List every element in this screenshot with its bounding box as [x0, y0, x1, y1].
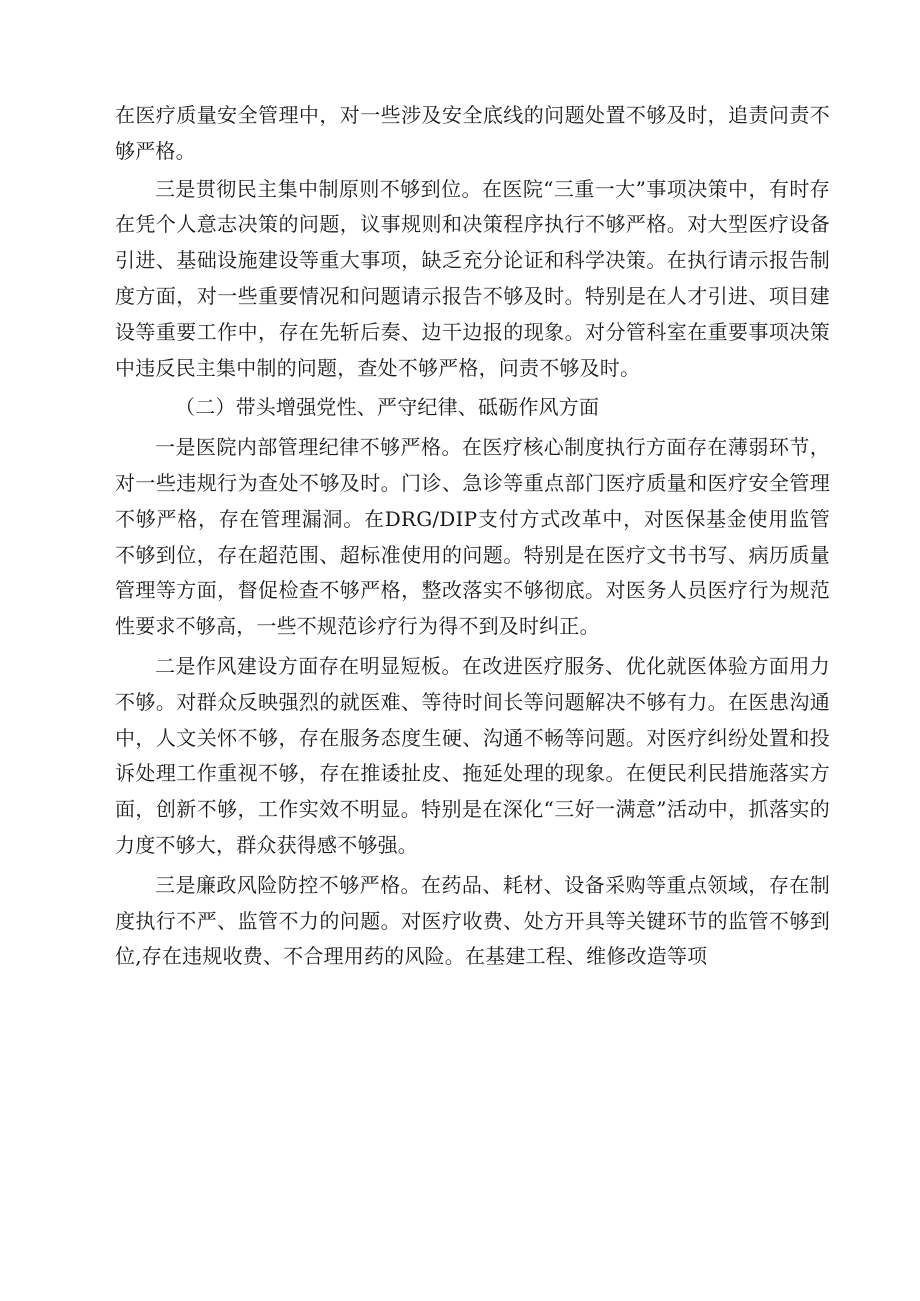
paragraph-work-style: 二是作风建设方面存在明显短板。在改进医疗服务、优化就医体验方面用力不够。对群众反映强烈的就医难、等待时间长等问题解决不够有力。在医患沟通中，人文关怀不够，存在服务态度生硬、沟通不畅等问题。对医疗纠纷处置和投诉处理工作重视不够，存在推诿扯皮、拖延处理的现象。在便民利民措施落实方面，创新不够，工作实效不明显。特别是在深化“三好一满意”活动中，抓落实的力度不够大，群众获得感不够强。: [115, 653, 830, 857]
paragraph-integrity-risk: 三是廉政风险防控不够严格。在药品、耗材、设备采购等重点领域，存在制度执行不严、监管不力的问题。对医疗收费、处方开具等关键环节的监管不够到位,存在违规收费、不合理用药的风险。在基建工程、维修改造等项: [115, 872, 830, 969]
paragraph-management-discipline: 一是医院内部管理纪律不够严格。在医疗核心制度执行方面存在薄弱环节，对一些违规行为查处不够及时。门诊、急诊等重点部门医疗质量和医疗安全管理不够严格，存在管理漏洞。在DRG/DIP支付方式改革中，对医保基金使用监管不够到位，存在超范围、超标准使用的问题。特别是在医疗文书书写、病历质量管理等方面，督促检查不够严格，整改落实不够彻底。对医务人员医疗行为规范性要求不够高，一些不规范诊疗行为得不到及时纠正。: [115, 435, 830, 639]
paragraph-continuation: 在医疗质量安全管理中，对一些涉及安全底线的问题处置不够及时，追责问责不够严格。: [115, 103, 830, 163]
document-body: [115, 98, 830, 979]
section-heading-2: （二）带头增强党性、严守纪律、砥砺作风方面: [175, 395, 600, 420]
paragraph-democratic-centralism: 三是贯彻民主集中制原则不够到位。在医院“三重一大”事项决策中，有时存在凭个人意志决策的问题，议事规则和决策程序执行不够严格。对大型医疗设备引进、基础设施建设等重大事项，缺乏充分论证和科学决策。在执行请示报告制度方面，对一些重要情况和问题请示报告不够及时。特别是在人才引进、项目建设等重要工作中，存在先斩后奏、边干边报的现象。对分管科室在重要事项决策中违反民主集中制的问题，查处不够严格，问责不够及时。: [115, 176, 830, 380]
